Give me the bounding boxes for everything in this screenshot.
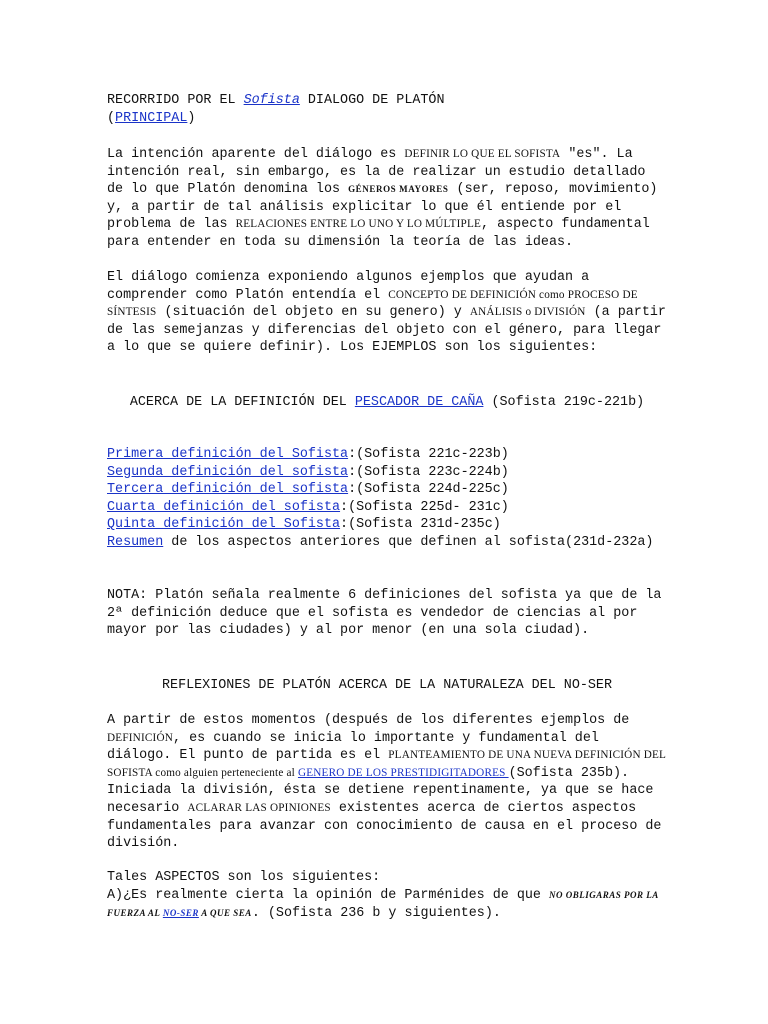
intro-text-4: , aspecto fundamental para entender en toda su dimensión la teoría de las ideas. <box>107 217 650 250</box>
pescador-link[interactable]: PESCADOR DE CAÑA <box>354 395 484 410</box>
intro-text-1: La intención aparente del diálogo es <box>107 147 405 162</box>
heading1-text-2: (Sofista 219c-221b) <box>483 395 645 410</box>
intro-emphasis-relaciones: RELACIONES ENTRE LO UNO Y LO MÚLTIPLE <box>235 218 482 231</box>
p2-text-1: El diálogo comienza exponiendo algunos ejemplos que ayudan a comprender como Platón entendía el <box>107 270 590 303</box>
intro-emphasis-definir: DEFINIR LO QUE EL SOFISTA <box>404 148 561 160</box>
definition-ref: :(Sofista 224d-225c) <box>348 482 509 498</box>
intro-text-2: "es". La intención real, sin embargo, es la de realizar un estudio detallado de lo que Platón denomina los <box>107 147 646 198</box>
p3-emphasis-planteamiento: PLANTEAMIENTO DE UNA NUEVA DEFINICIÓN DEL SOFISTA <box>107 749 666 779</box>
point-a-quote-1: NO OBLIGARAS POR LA FUERZA AL <box>107 890 659 918</box>
p3-text-2: , es cuando se inicia lo importante y fundamental del diálogo. El punto de partida es el <box>107 730 599 764</box>
resumen-link[interactable]: Resumen <box>107 534 164 550</box>
examples-paragraph <box>107 269 667 357</box>
section-heading-no-ser: REFLEXIONES DE PLATÓN ACERCA DE LA NATURALEZA DEL NO-SER <box>162 678 612 693</box>
document-title <box>107 92 667 127</box>
p2-text-5: (a partir de las semejanzas y diferencias del objeto con el género, para llegar a lo que se quiere definir). Los EJEMPLOS son los siguientes: <box>107 305 666 356</box>
intro-paragraph <box>107 146 667 252</box>
definition-link-3[interactable]: Tercera definición del sofista <box>107 482 349 498</box>
definition-link-5[interactable]: Quinta definición del Sofista <box>107 517 341 533</box>
title-suffix: DIALOGO DE PLATÓN <box>299 93 445 108</box>
definition-ref: :(Sofista 231d-235c) <box>340 517 501 533</box>
definition-item <box>107 481 667 499</box>
point-a-text-1: A)¿Es realmente cierta la opinión de Parménides de que <box>107 888 549 903</box>
paren-close: ) <box>187 110 196 126</box>
nota-paragraph: NOTA: Platón señala realmente 6 definiciones del sofista ya que de la 2ª definición deduce que el sofista es vendedor de ciencias al por mayor por las ciudades) y al por menor (en una sola ciudad). <box>107 588 662 639</box>
no-ser-link[interactable]: NO-SER <box>162 907 199 918</box>
principal-link[interactable]: PRINCIPAL <box>115 110 188 126</box>
resumen-text: de los aspectos anteriores que definen al sofista(231d-232a) <box>163 534 654 550</box>
p2-text-4: o <box>522 306 535 319</box>
p2-emphasis-analisis: ANÁLISIS <box>469 306 523 319</box>
p2-emphasis-sintesis: PROCESO DE SÍNTESIS <box>107 288 638 319</box>
p3-text-1: A partir de estos momentos (después de los diferentes ejemplos de <box>107 713 630 728</box>
point-a-quote-2: A QUE SEA <box>198 907 252 918</box>
definition-link-4[interactable]: Cuarta definición del sofista <box>107 499 341 515</box>
definition-item <box>107 499 667 517</box>
p3-text-3: como alguien perteneciente al <box>152 766 298 779</box>
p3-emphasis-aclarar: ACLARAR LAS OPINIONES <box>187 801 331 814</box>
point-a-paragraph <box>107 887 667 922</box>
definition-item <box>107 464 667 482</box>
definitions-list <box>107 446 667 552</box>
p2-text-3: (situación del objeto en su genero) y <box>156 305 470 321</box>
aspectos-line: Tales ASPECTOS son los siguientes: <box>107 870 381 885</box>
heading1-text-1: ACERCA DE LA DEFINICIÓN DEL <box>129 395 355 410</box>
intro-text-3: (ser, reposo, movimiento) y, a partir de tal análisis explicitar lo que él entiende por el problema de las <box>107 182 658 233</box>
prestidigitadores-link[interactable]: GENERO DE LOS PRESTIDIGITADORES <box>297 766 509 779</box>
sofista-link[interactable]: Sofista <box>243 93 300 108</box>
intro-emphasis-generos: GÉNEROS MAYORES <box>348 184 449 195</box>
definition-ref: :(Sofista 225d- 231c) <box>340 499 509 515</box>
p3-text-5: existentes acerca de ciertos aspectos fundamentales para avanzar con conocimiento de causa en el proceso de división. <box>107 800 662 852</box>
p3-emphasis-definicion: DEFINICIÓN <box>107 731 174 744</box>
p2-text-2: como <box>536 288 568 301</box>
paren-open: ( <box>107 110 116 126</box>
definition-ref: :(Sofista 223c-224b) <box>348 464 509 480</box>
definition-ref: :(Sofista 221c-223b) <box>348 447 509 462</box>
p2-emphasis-division: DIVISIÓN <box>534 306 586 319</box>
definition-item <box>107 516 667 534</box>
section-heading-pescador <box>107 394 667 412</box>
definition-item <box>107 446 667 464</box>
resumen-item <box>107 534 667 552</box>
definition-link-1[interactable]: Primera definición del Sofista <box>107 447 349 462</box>
reflexiones-paragraph <box>107 712 667 853</box>
p3-text-4: (Sofista 235b). Iniciada la división, ésta se detiene repentinamente, ya que se hace necesario <box>107 765 654 816</box>
point-a-text-2: . (Sofista 236 b y siguientes). <box>251 905 501 921</box>
definition-link-2[interactable]: Segunda definición del sofista <box>107 464 349 480</box>
title-prefix: RECORRIDO POR EL <box>107 93 244 108</box>
p2-emphasis-concepto: CONCEPTO DE DEFINICIÓN <box>388 288 537 301</box>
